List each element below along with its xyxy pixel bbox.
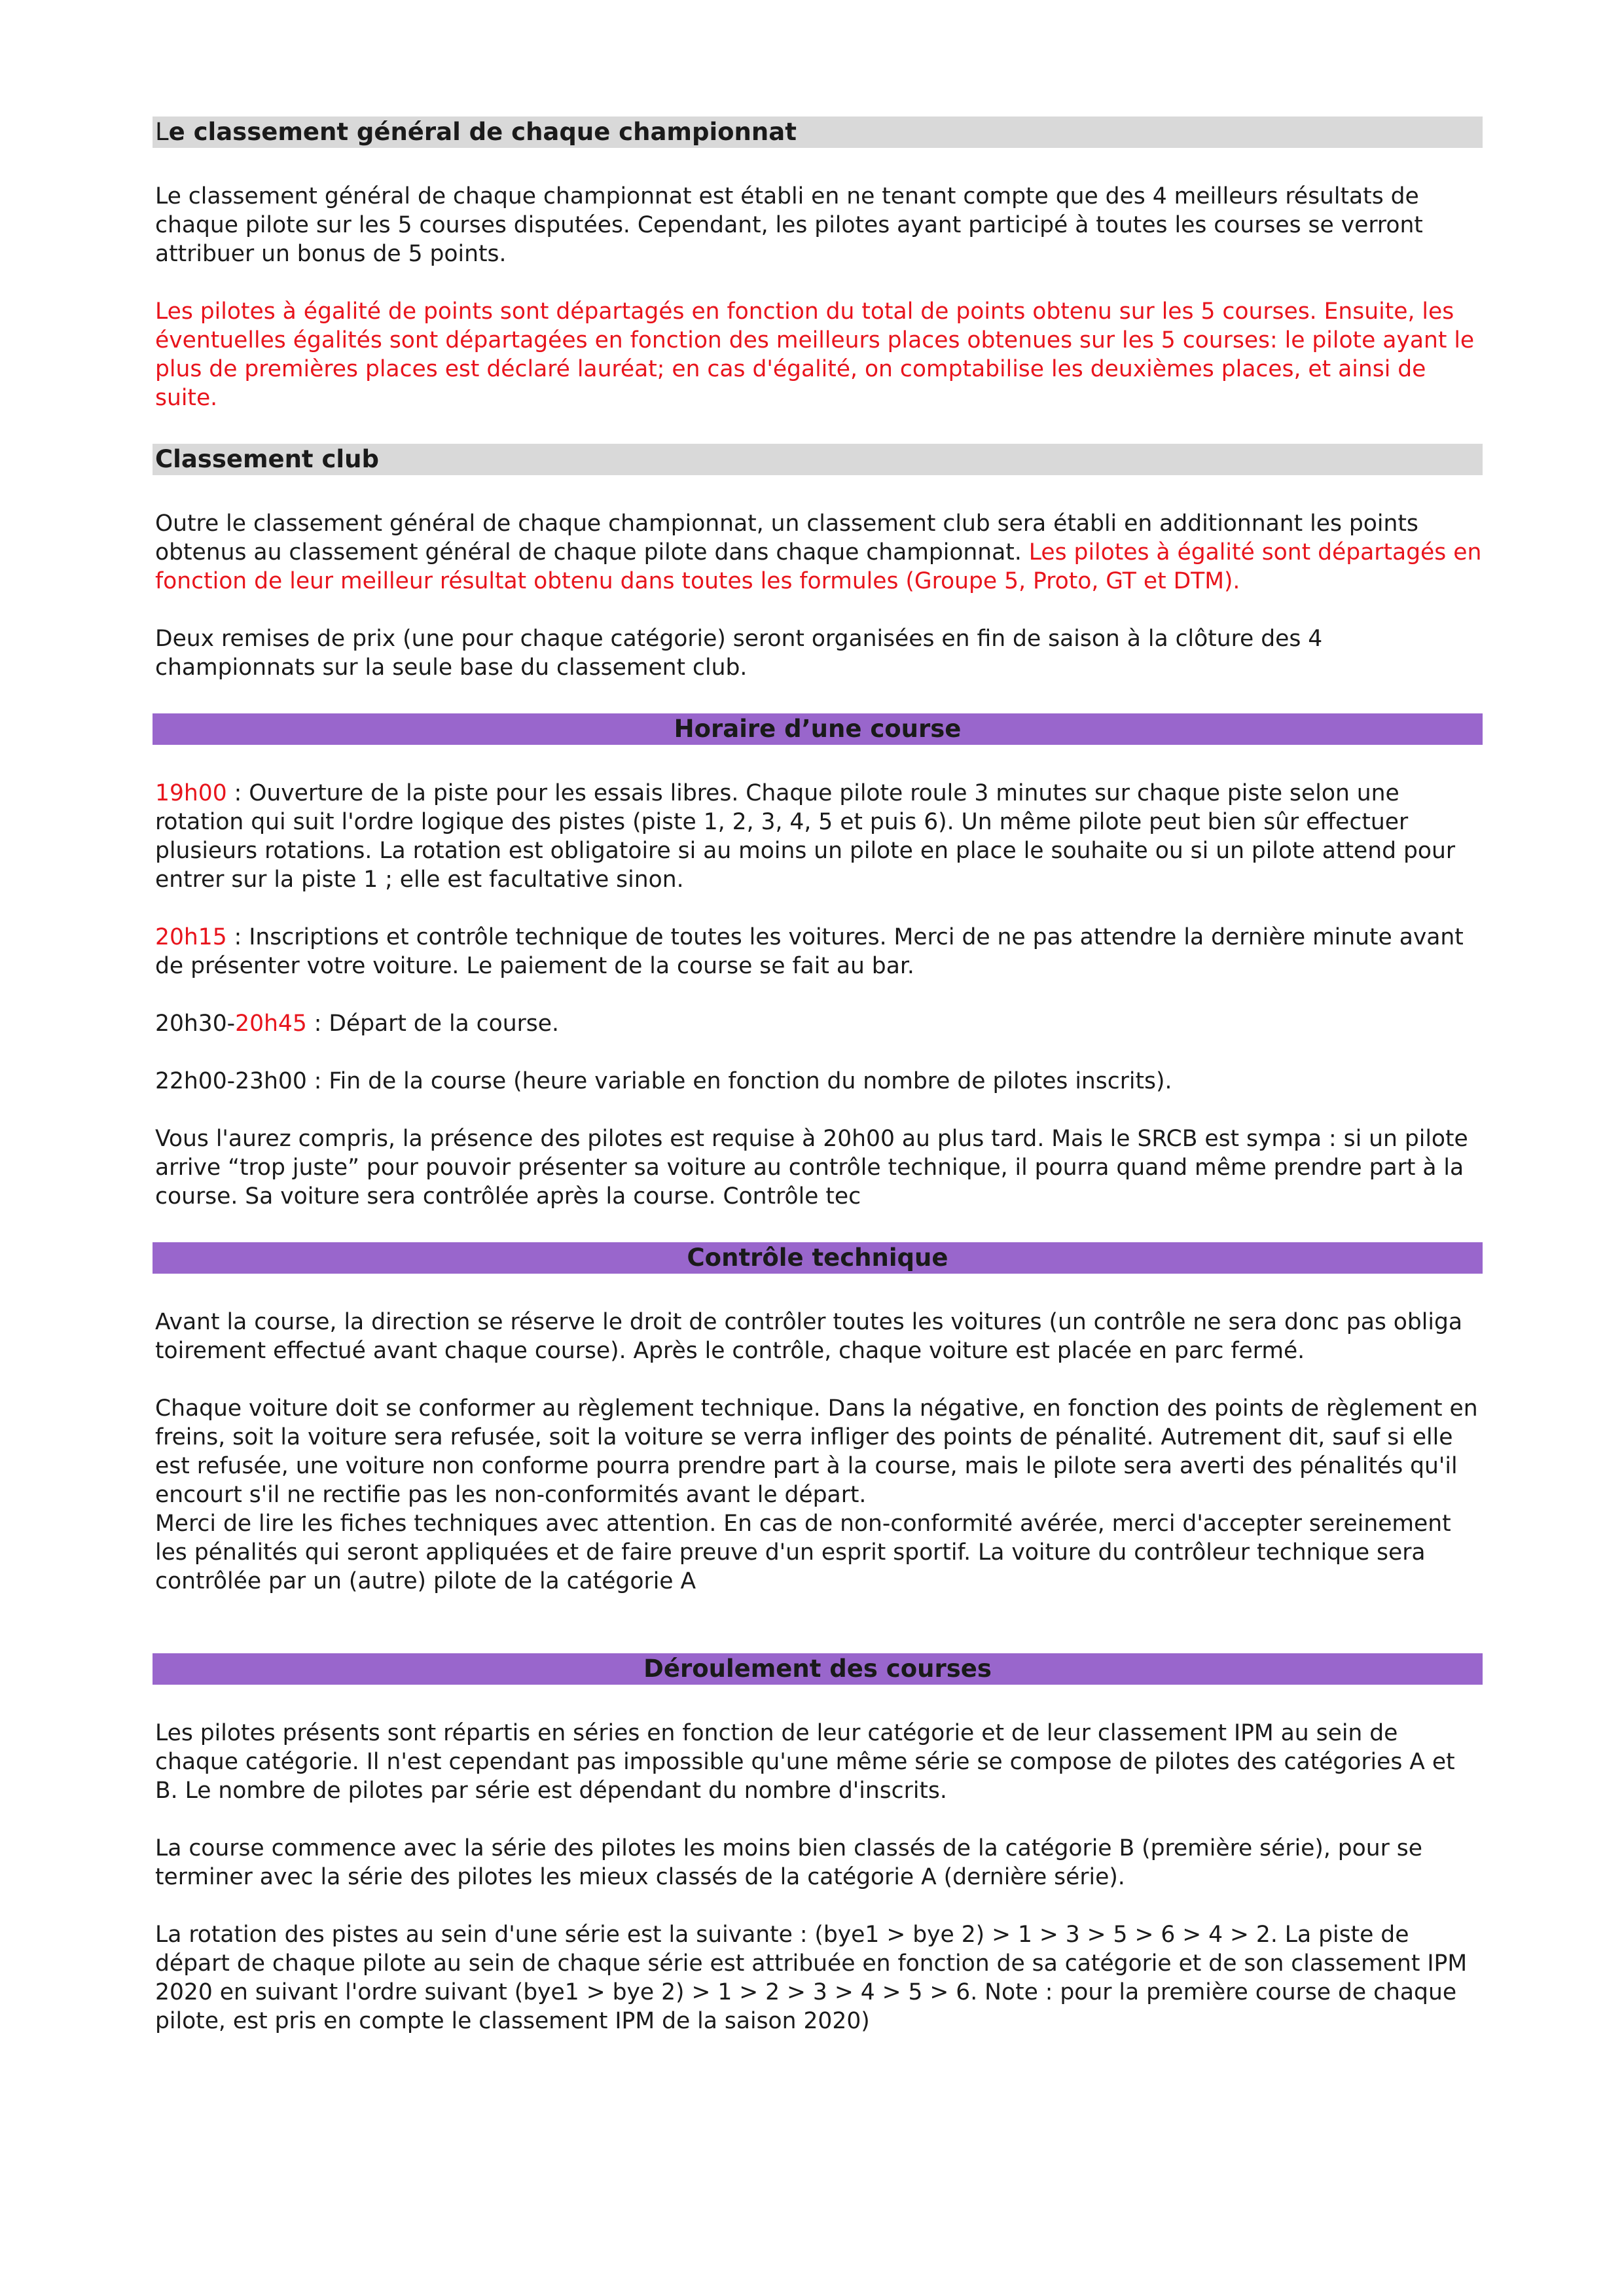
schedule-text: : Inscriptions et contrôle technique de toutes les voitures. Merci de ne pas attendre la dernière minute avant de présenter votre voiture. Le paiement de la course se fait au bar. <box>155 924 1464 979</box>
schedule-time: 20h15 <box>155 924 227 950</box>
paragraph-highlight: Les pilotes à égalité sont départagés en fonction de leur meilleur résultat obtenu dans toutes les formules (Groupe 5, Proto, GT et DTM). <box>155 539 1482 594</box>
section-heading-classement-general <box>153 117 1483 148</box>
section-heading-classement-club: Classement club <box>153 444 1483 475</box>
paragraph-text: Outre le classement général de chaque championnat, un classement club sera établi en additionnant les points obtenus au classement général de chaque pilote dans chaque championnat. <box>155 511 1418 565</box>
section-heading-horaire: Horaire d’une course <box>153 713 1483 745</box>
section-heading-deroulement: Déroulement des courses <box>153 1653 1483 1685</box>
paragraph: Avant la course, la direction se réserve le droit de contrôler toutes les voitures (un contrôle ne sera donc pas obliga toirement effectué avant chaque course). Après le contrôle, chaque voiture est placée en parc fermé. <box>155 1309 1462 1364</box>
section-heading-controle-technique: Contrôle technique <box>153 1242 1483 1274</box>
paragraph: Merci de lire les fiches techniques avec attention. En cas de non-conformité avérée, merci d'accepter sereinement les pénalités qui seront appliquées et de faire preuve d'un esprit sportif. La voiture du contrôleur technique sera contrôlée par un (autre) pilote de la catégorie A <box>155 1511 1451 1594</box>
paragraph: Vous l'aurez compris, la présence des pilotes est requise à 20h00 au plus tard. Mais le SRCB est sympa : si un pilote arrive “trop juste” pour pouvoir présenter sa voiture au contrôle technique, il pourra quand même prendre part à la course. Sa voiture sera contrôlée après la course. Contrôle tec <box>155 1126 1468 1210</box>
paragraph: Chaque voiture doit se conformer au règlement technique. Dans la négative, en fonction des points de règlement en freins, soit la voiture sera refusée, soit la voiture se verra infliger des points de pénalité. Autrement dit, sauf si elle est refusée, une voiture non conforme pourra prendre part à la course, mais le pilote sera averti des pénalités qu'il encourt s'il ne rectifie pas les non-conformités avant le départ. <box>155 1395 1478 1508</box>
heading-text: e classement général de chaque championnat <box>168 118 797 146</box>
schedule-time-highlight: 20h45 <box>235 1011 307 1037</box>
schedule-time: 20h30- <box>155 1011 236 1037</box>
schedule-text: : Départ de la course. <box>306 1011 559 1037</box>
schedule-item <box>153 923 1483 980</box>
paragraph: La rotation des pistes au sein d'une série est la suivante : (bye1 > bye 2) > 1 > 3 > 5 > 6 > 4 > 2. La piste de départ de chaque pilote au sein de chaque série est attribuée en fonction de sa catégorie et de son classement IPM 2020 en suivant l'ordre suivant (bye1 > bye 2) > 1 > 2 > 3 > 4 > 5 > 6. Note : pour la première course de chaque pilote, est pris en compte le classement IPM de la saison 2020) <box>155 1922 1468 2034</box>
paragraph: La course commence avec la série des pilotes les moins bien classés de la catégorie B (première série), pour se terminer avec la série des pilotes les mieux classés de la catégorie A (dernière série). <box>155 1835 1422 1890</box>
schedule-text: : Ouverture de la piste pour les essais libres. Chaque pilote roule 3 minutes sur chaque piste selon une rotation qui suit l'ordre logique des pistes (piste 1, 2, 3, 4, 5 et puis 6). Un même pilote peut bien sûr effectuer plusieurs rotations. La rotation est obligatoire si au moins un pilote en place le souhaite ou si un pilote attend pour entrer sur la piste 1 ; elle est facultative sinon. <box>155 780 1456 893</box>
paragraph: Le classement général de chaque championnat est établi en ne tenant compte que des 4 meilleurs résultats de chaque pilote sur les 5 courses disputées. Cependant, les pilotes ayant participé à toutes les courses se verront attribuer un bonus de 5 points. <box>155 183 1423 267</box>
schedule-item <box>153 1009 1483 1038</box>
schedule-time: 19h00 <box>155 780 227 806</box>
heading-initial: L <box>155 118 169 146</box>
document-content <box>153 117 1483 2036</box>
schedule-item <box>153 779 1483 894</box>
paragraph: Les pilotes présents sont répartis en séries en fonction de leur catégorie et de leur classement IPM au sein de chaque catégorie. Il n'est cependant pas impossible qu'une même série se compose de pilotes des catégories A et B. Le nombre de pilotes par série est dépendant du nombre d'inscrits. <box>155 1720 1455 1804</box>
paragraph <box>153 509 1483 596</box>
paragraph-highlight: Les pilotes à égalité de points sont départagés en fonction du total de points obtenu sur les 5 courses. Ensuite, les éventuelles égalités sont départagées en fonction des meilleurs places obtenues sur les 5 courses: le pilote ayant le plus de premières places est déclaré lauréat; en cas d'égalité, on comptabilise les deuxièmes places, et ainsi de suite. <box>155 298 1475 411</box>
schedule-item: 22h00-23h00 : Fin de la course (heure variable en fonction du nombre de pilotes inscrits). <box>155 1068 1172 1094</box>
paragraph: Deux remises de prix (une pour chaque catégorie) seront organisées en fin de saison à la clôture des 4 championnats sur la seule base du classement club. <box>155 626 1323 681</box>
